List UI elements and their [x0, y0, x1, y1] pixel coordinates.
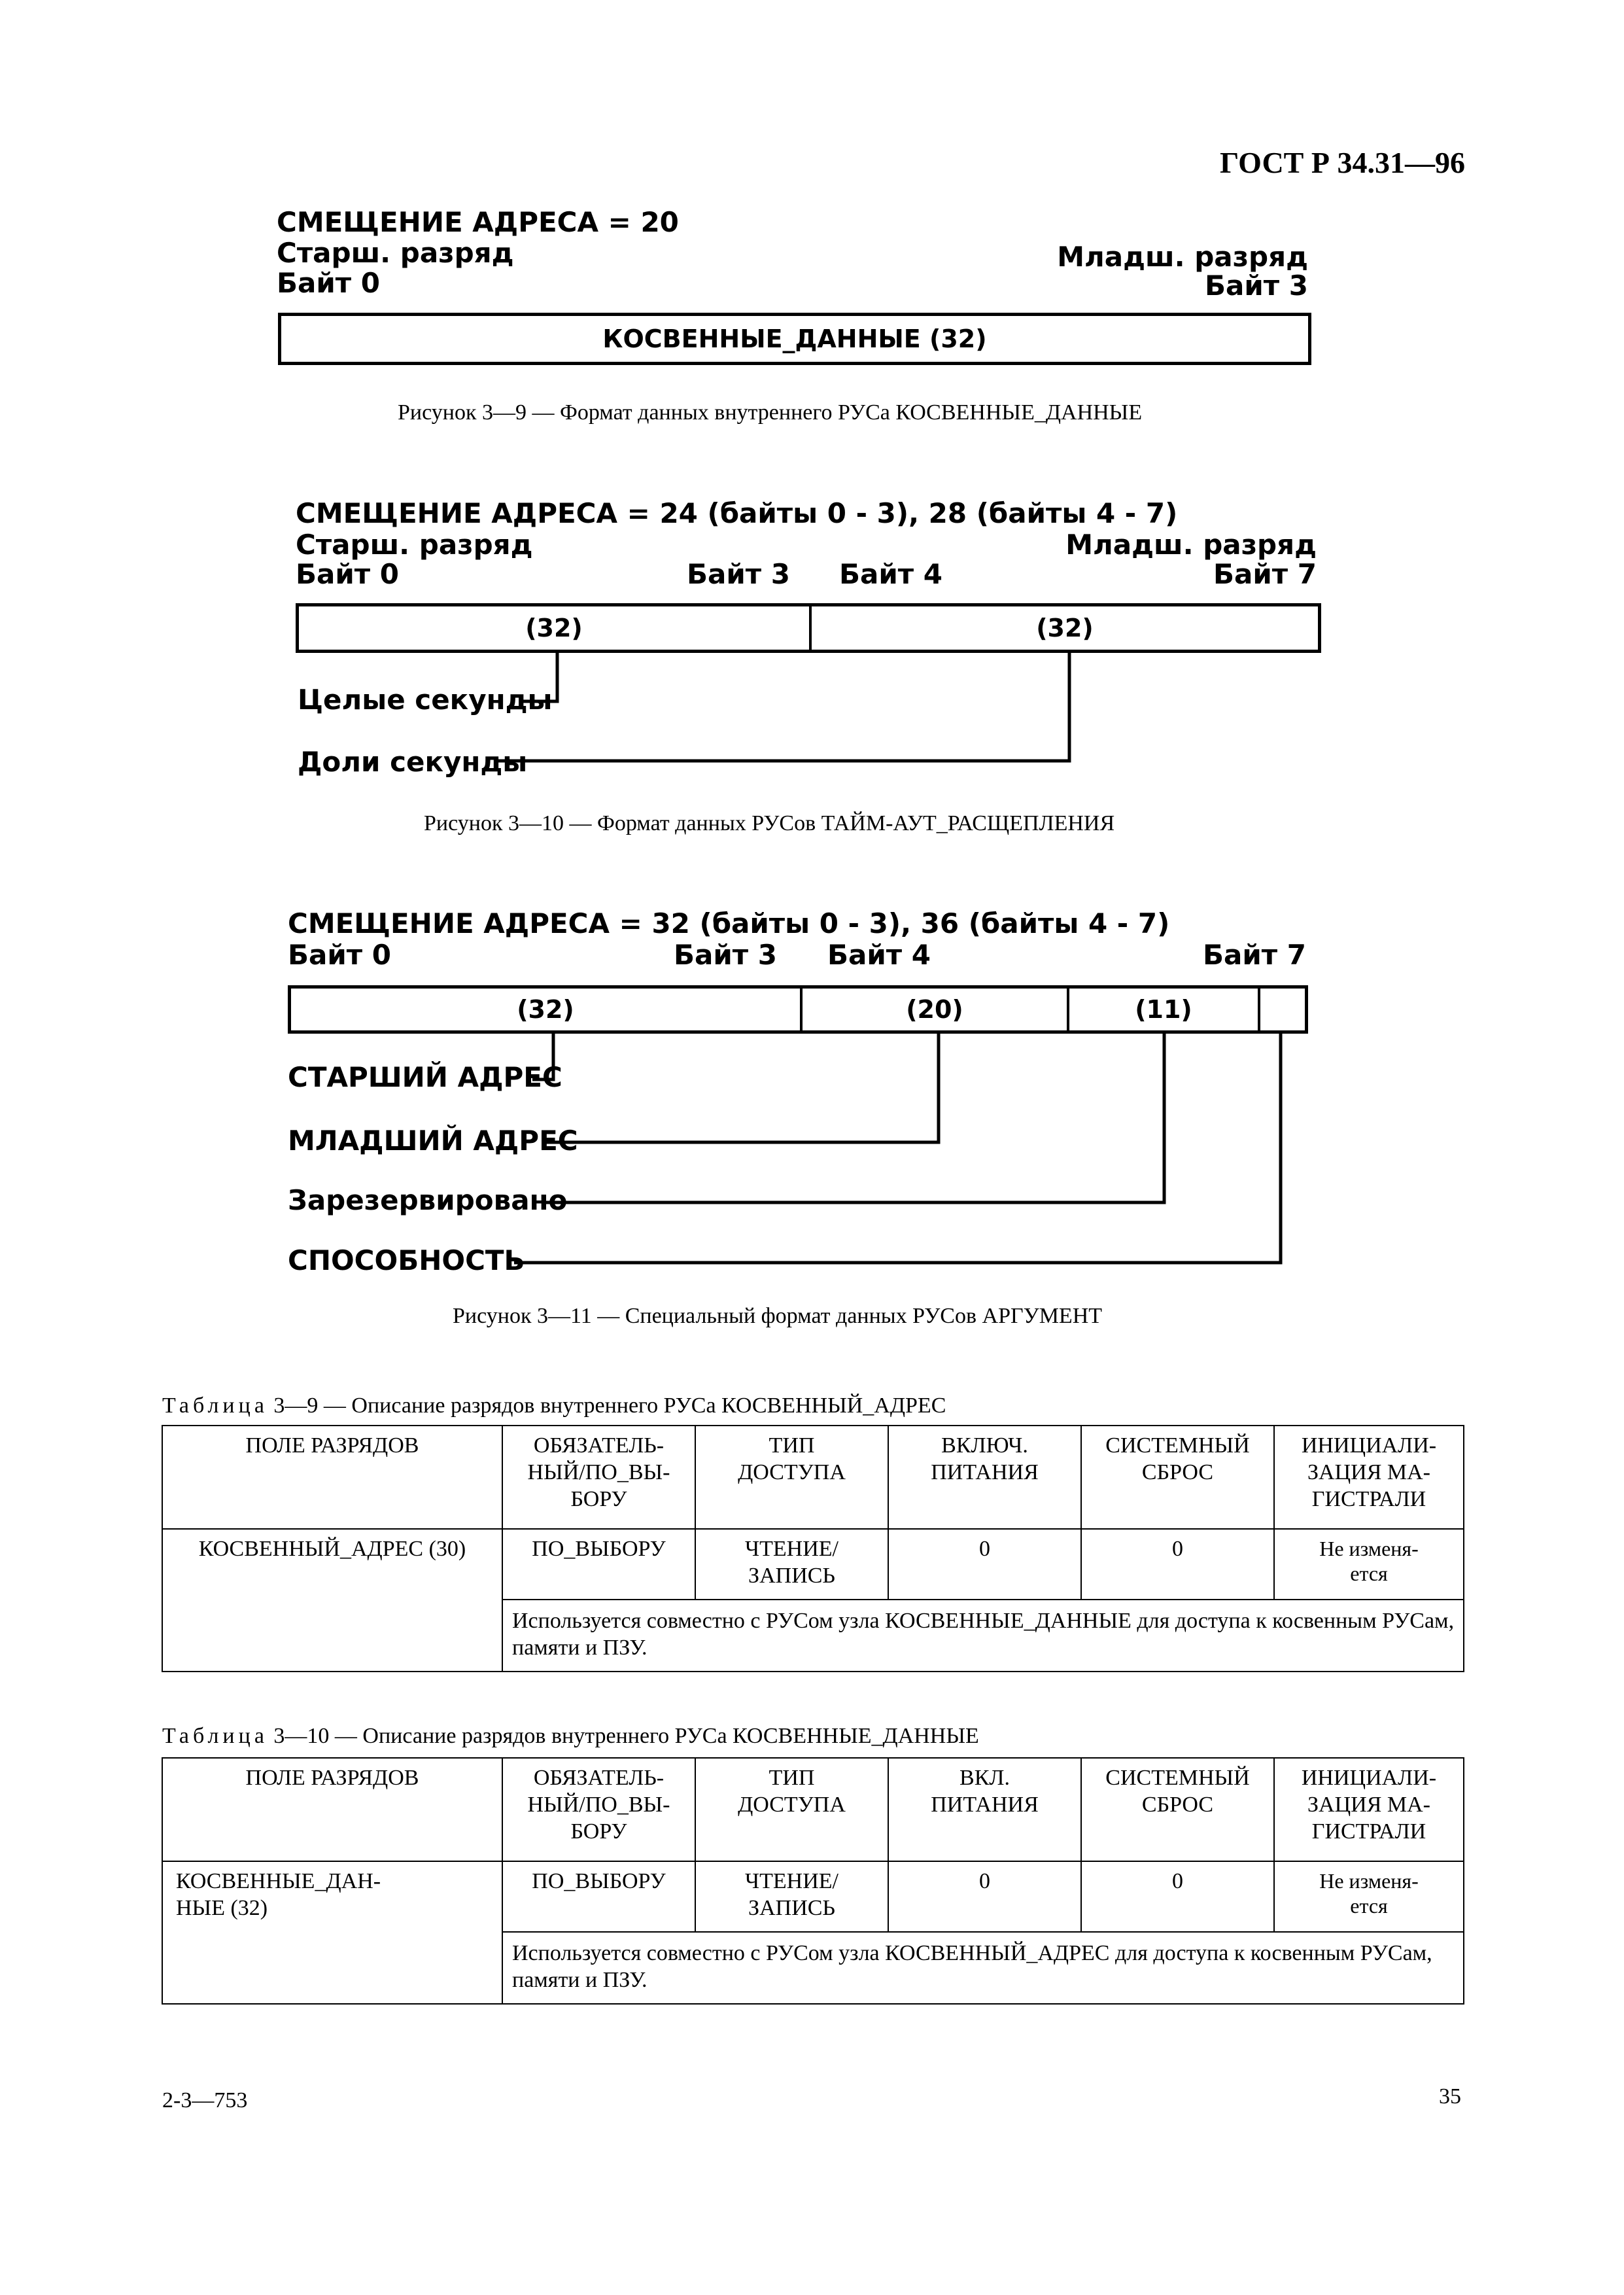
fig11-leader-lower-address: [542, 1034, 939, 1142]
table10-header-power-on: ВКЛ. ПИТАНИЯ: [888, 1758, 1081, 1861]
table10-cell-bus-init: Не изменя- ется: [1274, 1861, 1464, 1932]
fig10-caption: Рисунок 3—10 — Формат данных РУСов ТАЙМ-АУТ_РАСЩЕПЛЕНИЯ: [424, 811, 1115, 835]
fig9-caption: Рисунок 3—9 — Формат данных внутреннего РУСа КОСВЕННЫЕ_ДАННЫЕ: [398, 400, 1143, 425]
fig9-field-indirect-data: КОСВЕННЫЕ_ДАННЫЕ (32): [602, 324, 987, 353]
fig10-field-fraction: (32): [1036, 614, 1094, 642]
table10: [162, 1757, 1464, 2005]
table10-cell-field: КОСВЕННЫЕ_ДАН- НЫЕ (32): [162, 1861, 502, 2004]
table9-header-field: ПОЛЕ РАЗРЯДОВ: [162, 1426, 502, 1529]
fig10-byte4: Байт 4: [839, 558, 942, 590]
table9-header-mandatory: ОБЯЗАТЕЛЬ- НЫЙ/ПО_ВЫ- БОРУ: [502, 1426, 695, 1529]
fig11-byte4: Байт 4: [827, 939, 931, 971]
table9-note: Используется совместно с РУСом узла КОСВЕННЫЕ_ДАННЫЕ для доступа к косвенным РУСам, памяти и ПЗУ.: [502, 1600, 1464, 1672]
table9-title-prefix: Таблица: [162, 1393, 268, 1418]
table9-title-text: 3—9 — Описание разрядов внутреннего РУСа КОСВЕННЫЙ_АДРЕС: [268, 1393, 946, 1418]
table9-cell-mandatory: ПО_ВЫБОРУ: [502, 1529, 695, 1600]
fig10-offset-title: СМЕЩЕНИЕ АДРЕСА = 24 (байты 0 - 3), 28 (байты 4 - 7): [296, 497, 1178, 529]
fig11-byte0: Байт 0: [288, 939, 391, 971]
table10-title-prefix: Таблица: [162, 1724, 268, 1748]
page-number: 35: [1439, 2084, 1461, 2109]
fig11-field-reserved: (11): [1135, 995, 1192, 1024]
table10-cell-mandatory: ПО_ВЫБОРУ: [502, 1861, 695, 1932]
table9-cell-bus-init: Не изменя- ется: [1274, 1529, 1464, 1600]
table10-title: [162, 1724, 979, 1749]
footer-code: 2-3—753: [162, 2088, 248, 2112]
table10-header-access: ТИП ДОСТУПА: [695, 1758, 888, 1861]
fig9-byte-last: Байт 3: [1205, 270, 1308, 302]
table-row: [162, 1861, 1464, 1932]
fig11-field-lower-address: (20): [906, 995, 963, 1024]
fig10-field-seconds: (32): [525, 614, 583, 642]
table9-header-system-reset: СИСТЕМНЫЙ СБРОС: [1081, 1426, 1274, 1529]
fig11-byte3: Байт 3: [674, 939, 777, 971]
fig10-label-whole-seconds: Целые секунды: [298, 684, 553, 716]
fig10-byte3: Байт 3: [687, 558, 790, 590]
fig11-leader-upper-address: [532, 1034, 553, 1079]
fig9-msb-label: Старш. разряд: [277, 237, 514, 269]
table-header-row: [162, 1758, 1464, 1861]
fig10-byte0: Байт 0: [296, 558, 399, 590]
fig10-lsb-label: Младш. разряд: [1065, 529, 1317, 561]
table9-title: [162, 1393, 946, 1418]
table-header-row: [162, 1426, 1464, 1529]
fig11-field-upper-address: (32): [517, 995, 574, 1024]
fig11-leader-reserved: [542, 1034, 1164, 1202]
fig9-offset-title: СМЕЩЕНИЕ АДРЕСА = 20: [277, 206, 679, 238]
table10-cell-system-reset: 0: [1081, 1861, 1274, 1932]
fig11-caption: Рисунок 3—11 — Специальный формат данных РУСов АРГУМЕНТ: [453, 1304, 1103, 1328]
table10-cell-access: ЧТЕНИЕ/ ЗАПИСЬ: [695, 1861, 888, 1932]
table10-note: Используется совместно с РУСом узла КОСВЕННЫЙ_АДРЕС для доступа к косвенным РУСам, памяти и ПЗУ.: [502, 1932, 1464, 2004]
table-row: [162, 1529, 1464, 1600]
table9-cell-field: КОСВЕННЫЙ_АДРЕС (30): [162, 1529, 502, 1672]
table10-header-system-reset: СИСТЕМНЫЙ СБРОС: [1081, 1758, 1274, 1861]
fig10-byte7: Байт 7: [1213, 558, 1317, 590]
fig10-label-fraction-seconds: Доли секунды: [298, 746, 528, 778]
fig11-offset-title: СМЕЩЕНИЕ АДРЕСА = 32 (байты 0 - 3), 36 (байты 4 - 7): [288, 907, 1170, 939]
fig9-lsb-label: Младш. разряд: [1057, 241, 1308, 273]
fig11-label-capability: СПОСОБНОСТЬ: [288, 1244, 525, 1276]
table10-title-text: 3—10 — Описание разрядов внутреннего РУСа КОСВЕННЫЕ_ДАННЫЕ: [268, 1724, 979, 1748]
fig10-msb-label: Старш. разряд: [296, 529, 533, 561]
table10-header-mandatory: ОБЯЗАТЕЛЬ- НЫЙ/ПО_ВЫ- БОРУ: [502, 1758, 695, 1861]
fig9-byte-first: Байт 0: [277, 267, 380, 299]
fig11-label-upper-address: СТАРШИЙ АДРЕС: [288, 1061, 562, 1093]
fig11-label-lower-address: МЛАДШИЙ АДРЕС: [288, 1125, 578, 1157]
fig11-label-reserved: Зарезервировано: [288, 1184, 568, 1216]
table9-header-access: ТИП ДОСТУПА: [695, 1426, 888, 1529]
table9-header-power-on: ВКЛЮЧ. ПИТАНИЯ: [888, 1426, 1081, 1529]
table10-header-field: ПОЛЕ РАЗРЯДОВ: [162, 1758, 502, 1861]
table9-header-bus-init: ИНИЦИАЛИ- ЗАЦИЯ МА- ГИСТРАЛИ: [1274, 1426, 1464, 1529]
table9-cell-system-reset: 0: [1081, 1529, 1274, 1600]
table9: [162, 1425, 1464, 1672]
table10-cell-power-on: 0: [888, 1861, 1081, 1932]
document-code: ГОСТ Р 34.31—96: [1220, 146, 1465, 179]
table9-cell-access: ЧТЕНИЕ/ ЗАПИСЬ: [695, 1529, 888, 1600]
table9-cell-power-on: 0: [888, 1529, 1081, 1600]
table10-header-bus-init: ИНИЦИАЛИ- ЗАЦИЯ МА- ГИСТРАЛИ: [1274, 1758, 1464, 1861]
fig11-byte7: Байт 7: [1203, 939, 1306, 971]
